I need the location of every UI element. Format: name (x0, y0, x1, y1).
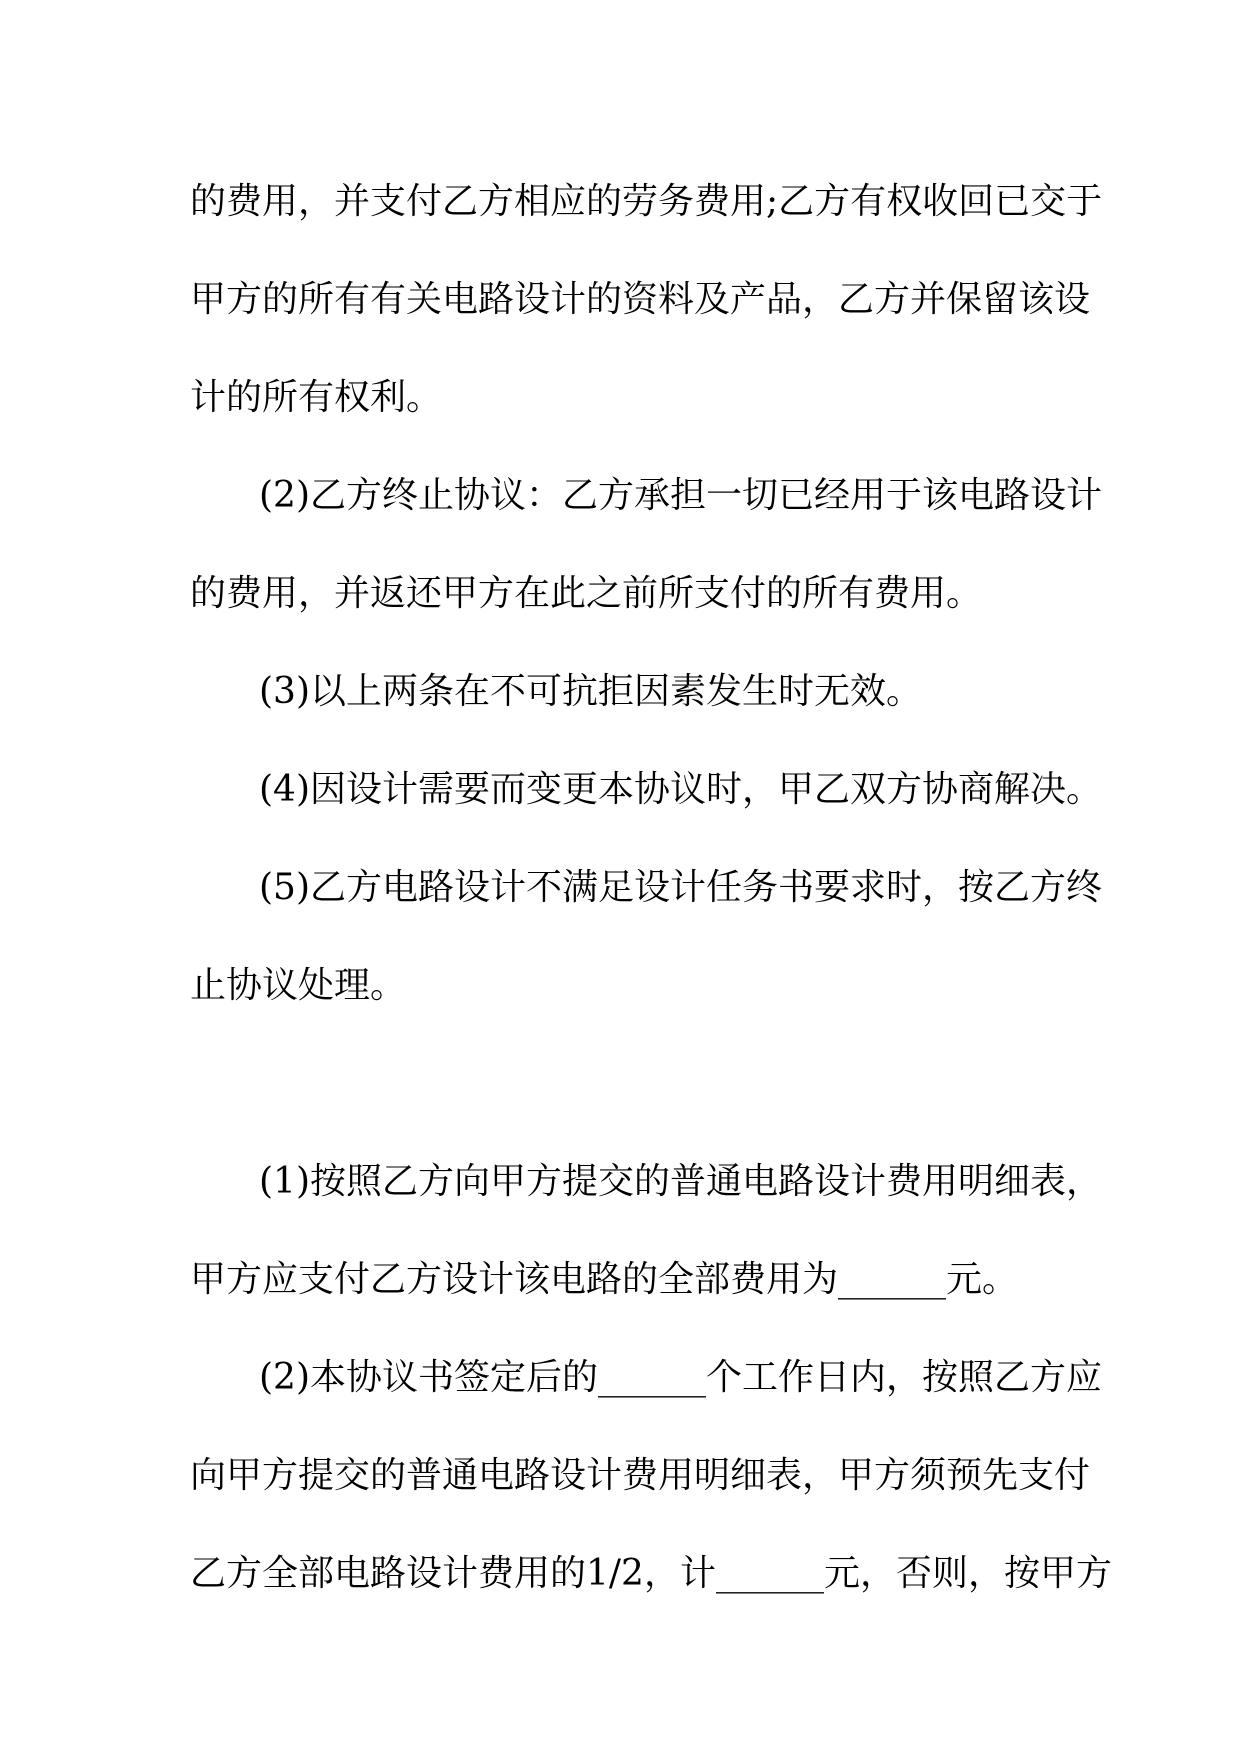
text-line: (5)乙方电路设计不满足设计任务书要求时，按乙方终 (259, 867, 1102, 908)
text-line: (4)因设计需要而变更本协议时，甲乙双方协商解决。 (259, 769, 1102, 810)
text-line: 甲方应支付乙方设计该电路的全部费用为______元。 (190, 1259, 1019, 1300)
text-line: 的费用，并返还甲方在此之前所支付的所有费用。 (190, 573, 983, 614)
text-line: 甲方的所有有关电路设计的资料及产品，乙方并保留该设 (190, 279, 1091, 320)
text-line: 向甲方提交的普通电路设计费用明细表，甲方须预先支付 (190, 1455, 1091, 1496)
text-line: 止协议处理。 (190, 965, 407, 1006)
text-line: 计的所有权利。 (190, 377, 443, 418)
text-line: (2)乙方终止协议：乙方承担一切已经用于该电路设计 (259, 475, 1102, 516)
text-line: (3)以上两条在不可抗拒因素发生时无效。 (259, 671, 922, 712)
text-line: (1)按照乙方向甲方提交的普通电路设计费用明细表， (259, 1161, 1102, 1202)
text-line: 乙方全部电路设计费用的1/2，计______元，否则，按甲方 (190, 1553, 1112, 1594)
text-line: 的费用，并支付乙方相应的劳务费用;乙方有权收回已交于 (190, 181, 1103, 222)
text-line: (2)本协议书签定后的______个工作日内，按照乙方应 (259, 1357, 1102, 1398)
